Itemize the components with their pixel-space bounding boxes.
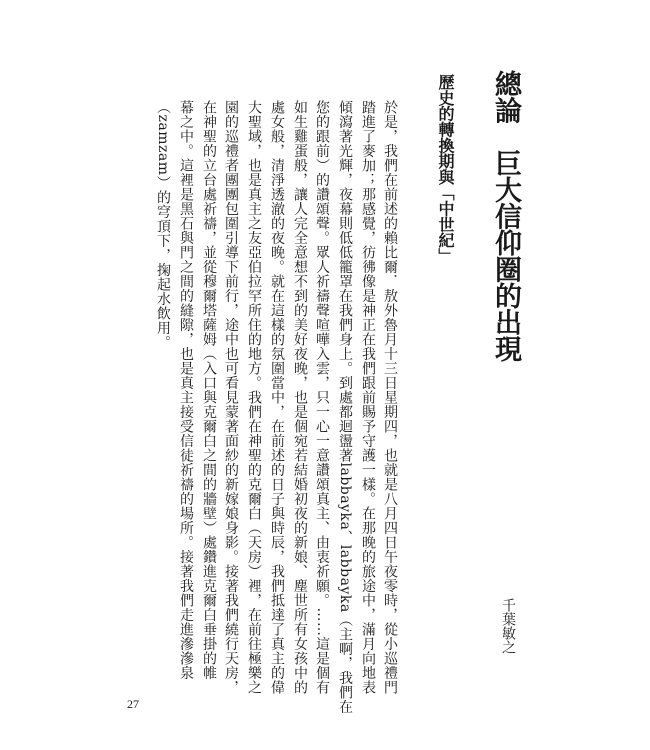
author-name: 千葉敏之: [500, 598, 516, 654]
body-column: 大聖域，也是真主之友亞伯拉罕所住的地方。我們在神聖的克爾白（天房）裡，在前往極樂之: [246, 100, 262, 695]
body-column: 傾瀉著光輝，夜幕則低低籠罩在我們身上。到處都迴盪著labbayka、labbayka（主啊，我們在: [337, 100, 353, 715]
body-column: 園的巡禮者團團包圍引導下前行，途中也可看見蒙著面紗的新嫁娘身影。接著我們繞行天房，: [223, 100, 239, 695]
body-column: 幕之中。這裡是黑石與門之間的縫隙，也是真主接受信徒祈禱的場所。接著我們走進滲滲泉: [178, 100, 194, 680]
body-column: 於是，我們在前述的賴比爾．敖外魯月十三日星期四，也就是八月四日午夜零時，從小巡禮門: [382, 100, 398, 695]
chapter-title: 總論 巨大信仰圈的出現: [490, 70, 521, 362]
page-number: 27: [127, 697, 139, 711]
section-title: 歷史的轉換期與「中世紀」: [436, 74, 455, 264]
body-column: 處女般，清淨透澈的夜晚。就在這樣的氛圍當中，在前述的日子與時辰，我們抵達了真主的偉: [269, 100, 285, 695]
body-column: 踏進了麥加；那感覺，彷彿像是神正在我們跟前賜予守護一樣。在那晚的旅途中，滿月向地表: [360, 100, 376, 695]
body-column: （zamzam）的穹頂下，掬起水飲用。: [155, 100, 171, 350]
body-column: 在神聖的立台處祈禱，並從穆爾塔薩姆（入口與克爾白之間的牆壁）處鑽進克爾白垂掛的帷: [201, 100, 217, 680]
body-column: 如生雞蛋般，讓人完全意想不到的美好夜晚，也是個宛若結婚初夜的新娘、塵世所有女孩中的: [292, 100, 308, 695]
body-column: 您的跟前）的讚頌聲。眾人祈禱聲喧嘩入雲，只一心一意讚頌真主、由衷祈願。……這是個有: [314, 100, 330, 695]
